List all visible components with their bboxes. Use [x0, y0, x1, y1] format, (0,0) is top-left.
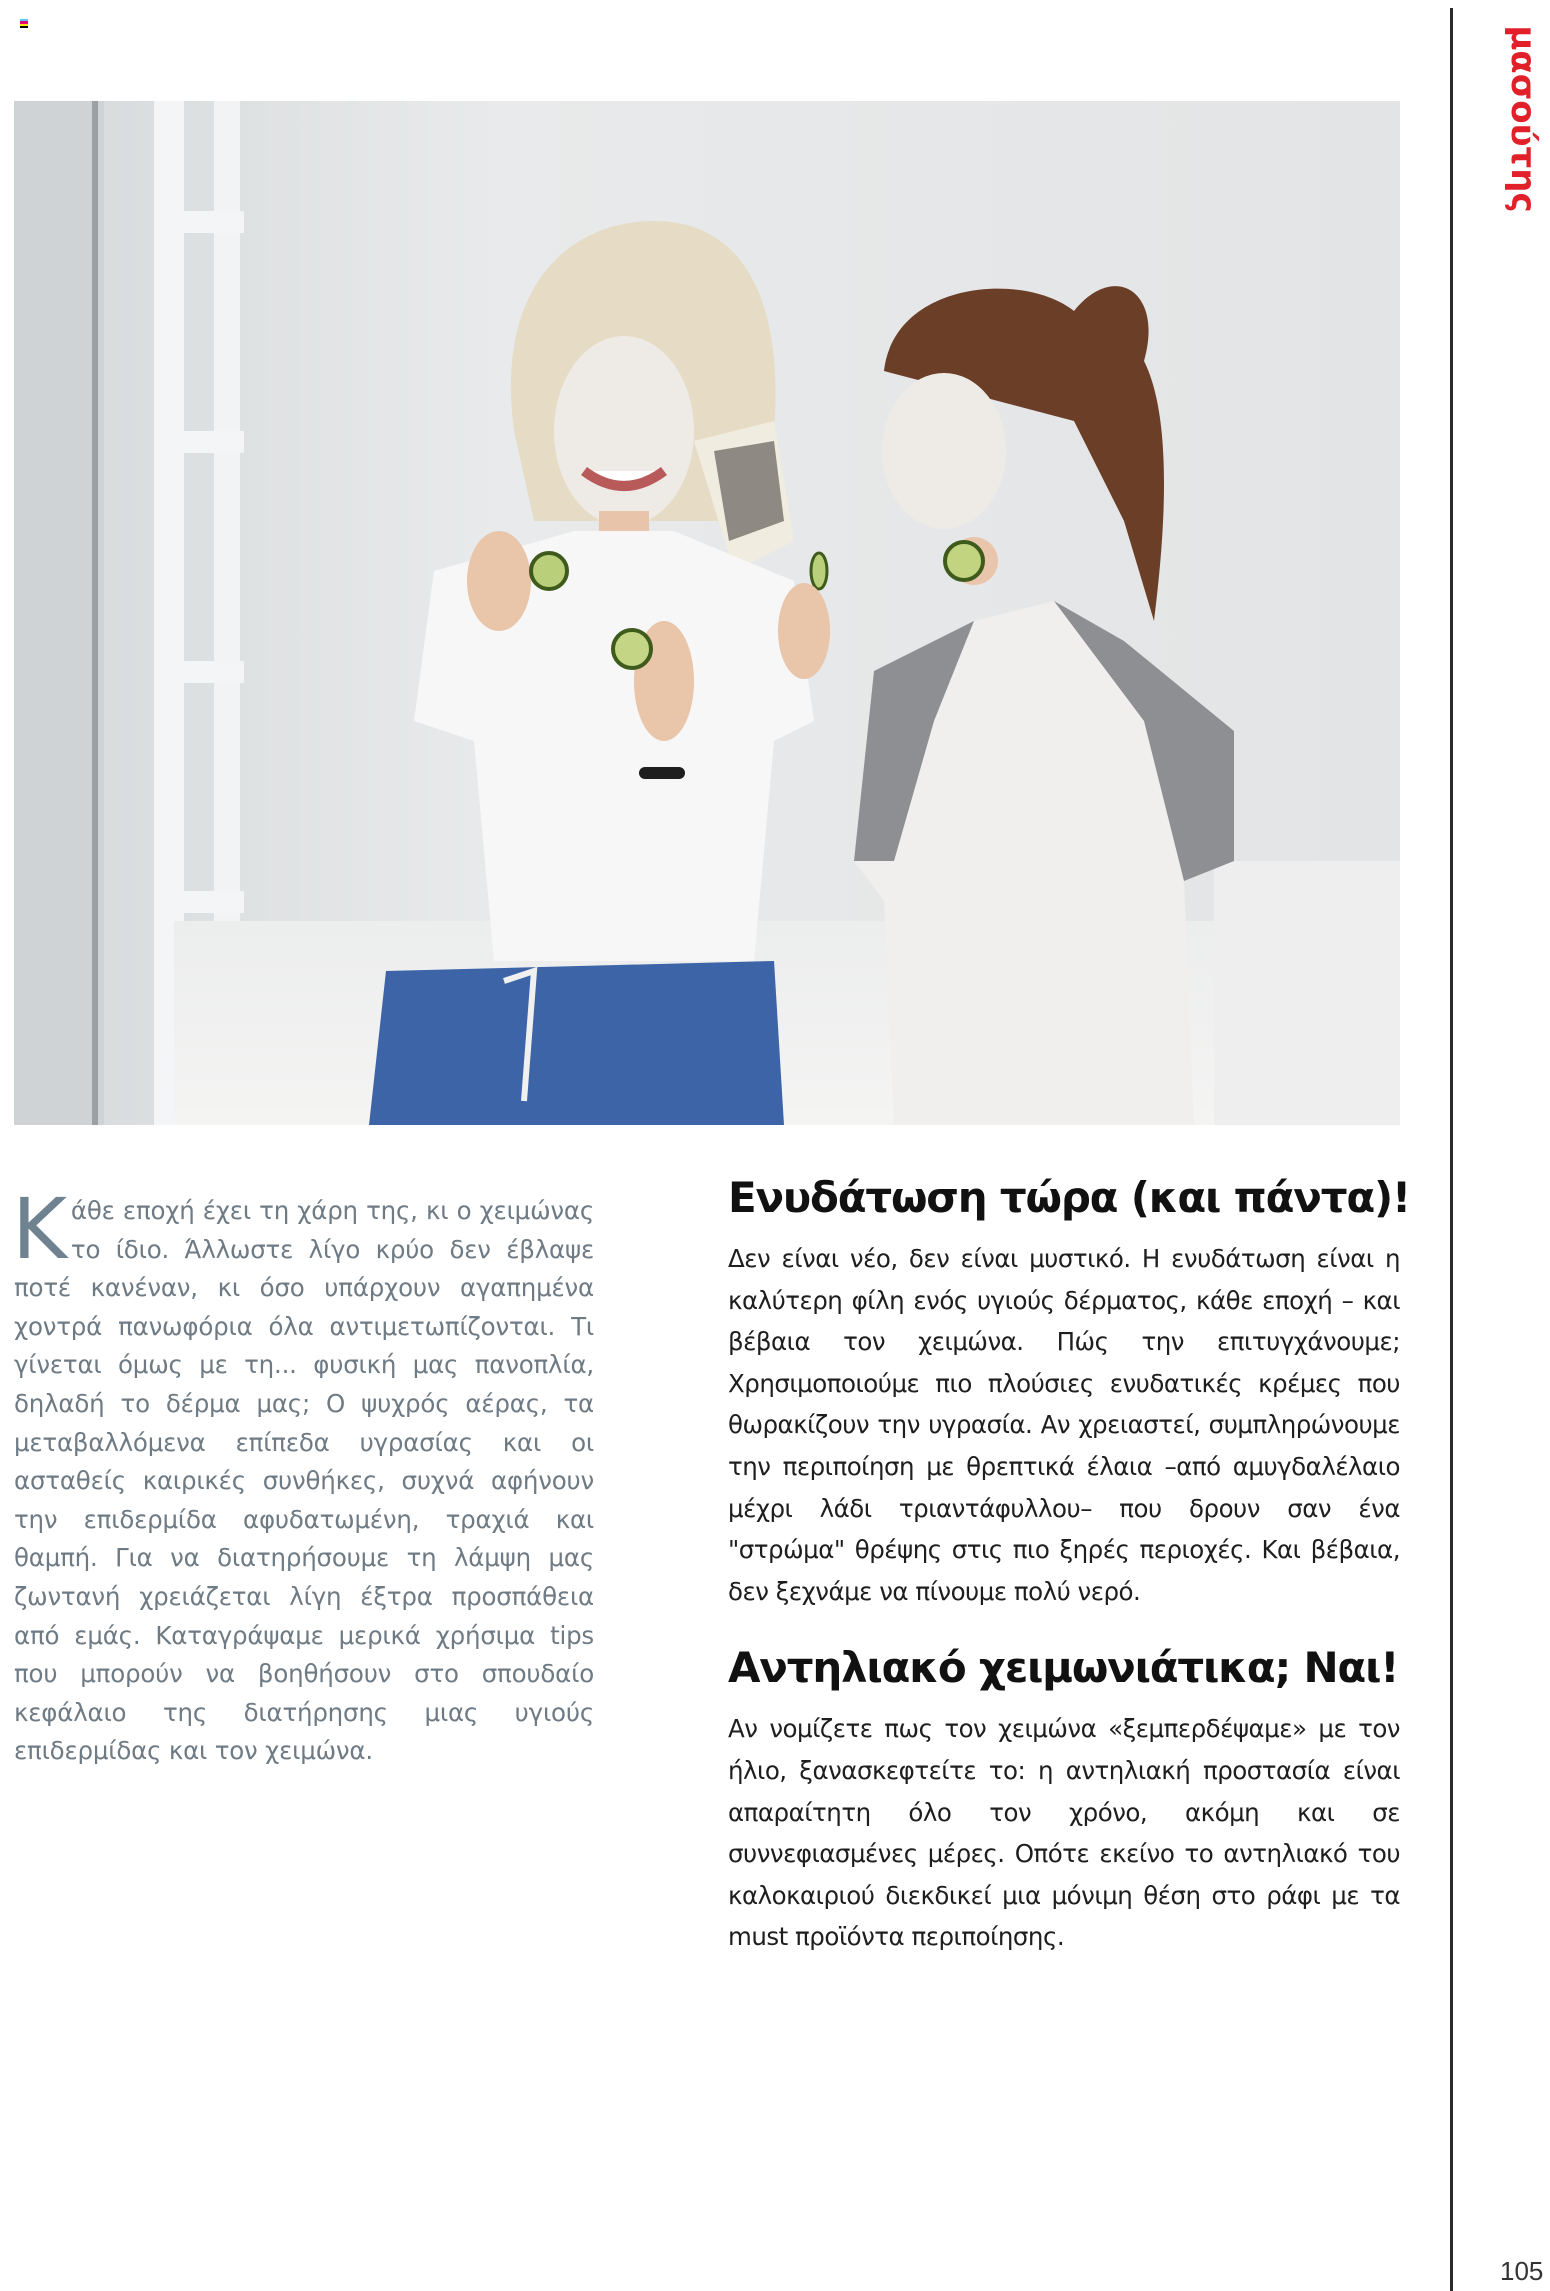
- hero-photo: [14, 101, 1400, 1125]
- intro-text: άθε εποχή έχει τη χάρη της, κι ο χειμώνας το ίδιο. Άλλωστε λίγο κρύο δεν έβλαψε ποτέ κανέναν, κι όσο υπάρχουν αγαπημένα χοντρά πανωφόρια όλα αντιμετωπίζονται. Τι γίνεται όμως με τη... φυσική μας πανοπλία, δηλαδή το δέρμα μας; Ο ψυχρός αέρας, τα μεταβαλλόμενα επίπεδα υγρασίας και οι ασταθείς καιρικές συνθήκες, συχνά αφήνουν την επιδερμίδα αφυδατωμένη, τραχιά και θαμπή. Για να διατηρήσουμε τη λάμψη μας ζωντανή χρειάζεται λίγη έξτρα προσπάθεια από εμάς. Καταγράψαμε μερικά χρήσιμα tips που μπορούν να βοηθήσουν στο σπουδαίο κεφάλαιο της διατήρησης μιας υγιούς επιδερμίδας και τον χειμώνα.: [14, 1196, 594, 1766]
- section-sunscreen: [728, 1640, 1400, 1958]
- intro-paragraph: [12, 1180, 594, 1771]
- page-number: 105: [1500, 2256, 1544, 2286]
- section-heading: Αντηλιακό χειμωνιάτικα; Ναι!: [728, 1643, 1399, 1693]
- brand-logo-text: μασούτης: [1503, 25, 1543, 213]
- section-body: Αν νομίζετε πως τον χειμώνα «ξεμπερδέψαμε» με τον ήλιο, ξανασκεφτείτε το: η αντηλιακή προστασία είναι απαραίτητη όλο τον χρόνο, ακόμη και σε συννεφιασμένες μέρες. Οπότε εκείνο το αντηλιακό του καλοκαιριού διεκδικεί μια μόνιμη θέση στο ράφι με τα must προϊόντα περιποίησης.: [728, 1714, 1400, 1952]
- article-body: [728, 1170, 1410, 1958]
- vertical-divider: [1450, 8, 1453, 2291]
- brand-logo: [1495, 8, 1550, 230]
- section-hydration: [728, 1170, 1410, 1612]
- photo-illustration: [14, 101, 1400, 1125]
- section-heading: Ενυδάτωση τώρα (και πάντα)!: [728, 1173, 1410, 1222]
- print-color-mark: [20, 19, 28, 28]
- section-body: Δεν είναι νέο, δεν είναι μυστικό. Η ενυδάτωση είναι η καλύτερη φίλη ενός υγιούς δέρματος, κάθε εποχή – και βέβαια τον χειμώνα. Πώς την επιτυγχάνουμε; Χρησιμοποιούμε πιο πλούσιες ενυδατικές κρέμες που θωρακίζουν την υγρασία. Αν χρειαστεί, συμπληρώνουμε την περιποίηση με θρεπτικά έλαια –από αμυγδαλέλαιο μέχρι λάδι τριαντάφυλλου– που δρουν σαν ένα "στρώμα" θρέψης στις πιο ξηρές περιοχές. Και βέβαια, δεν ξεχνάμε να πίνουμε πολύ νερό.: [728, 1244, 1400, 1606]
- drop-cap: Κ: [12, 1180, 67, 1278]
- black-swatch: [20, 26, 28, 28]
